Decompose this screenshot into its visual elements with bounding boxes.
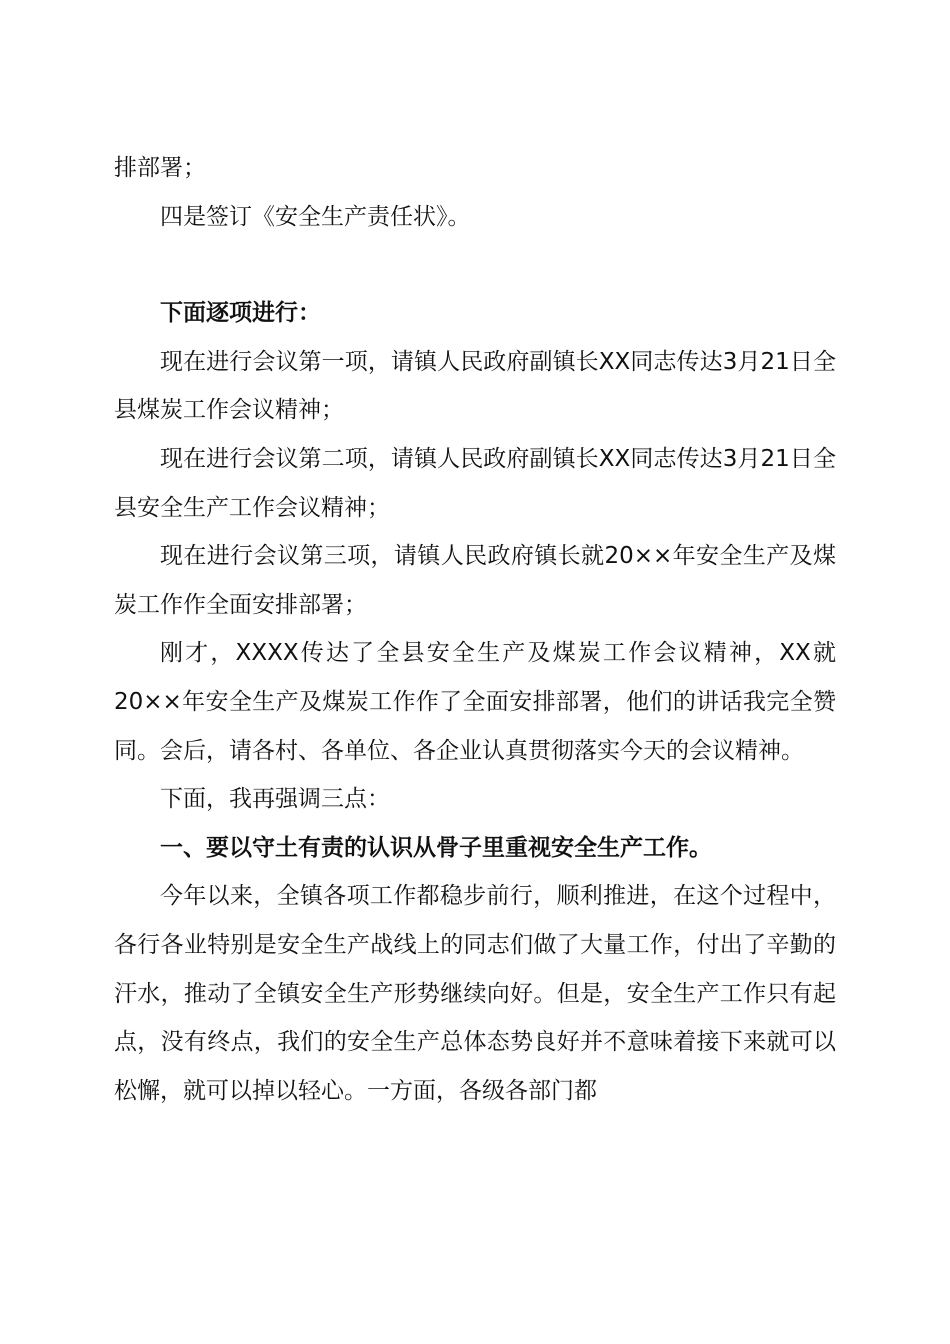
paragraph-continuation: 排部署； [114,155,206,181]
heading-point-one: 一、要以守土有责的认识从骨子里重视安全生产工作。 [160,834,712,861]
summary-paragraph: 刚才，XXXX传达了全县安全生产及煤炭工作会议精神，XX就20××年安全生产及煤炭工作作了全面安排部署，他们的讲话我完全赞同。会后，请各村、各单位、各企业认真贯彻落实今天的会议精神。 [114,640,836,764]
agenda-item-three: 现在进行会议第三项，请镇人民政府镇长就20××年安全生产及煤炭工作作全面安排部署； [114,543,836,618]
document-body [114,144,836,1115]
paragraph-item-four: 四是签订《安全生产责任状》。 [160,203,471,230]
section-intro: 下面逐项进行： [160,300,321,327]
emphasis-intro: 下面，我再强调三点： [160,786,390,813]
body-paragraph: 今年以来，全镇各项工作都稳步前行，顺利推进，在这个过程中，各行各业特别是安全生产战线上的同志们做了大量工作，付出了辛勤的汗水，推动了全镇安全生产形势继续向好。但是，安全生产工作只有起点，没有终点，我们的安全生产总体态势良好并不意味着接下来就可以松懈，就可以掉以轻心。一方面，各级各部门都 [114,883,836,1104]
agenda-item-two: 现在进行会议第二项，请镇人民政府副镇长XX同志传达3月21日全县安全生产工作会议精神； [114,445,836,521]
agenda-item-one: 现在进行会议第一项，请镇人民政府副镇长XX同志传达3月21日全县煤炭工作会议精神； [114,348,836,424]
